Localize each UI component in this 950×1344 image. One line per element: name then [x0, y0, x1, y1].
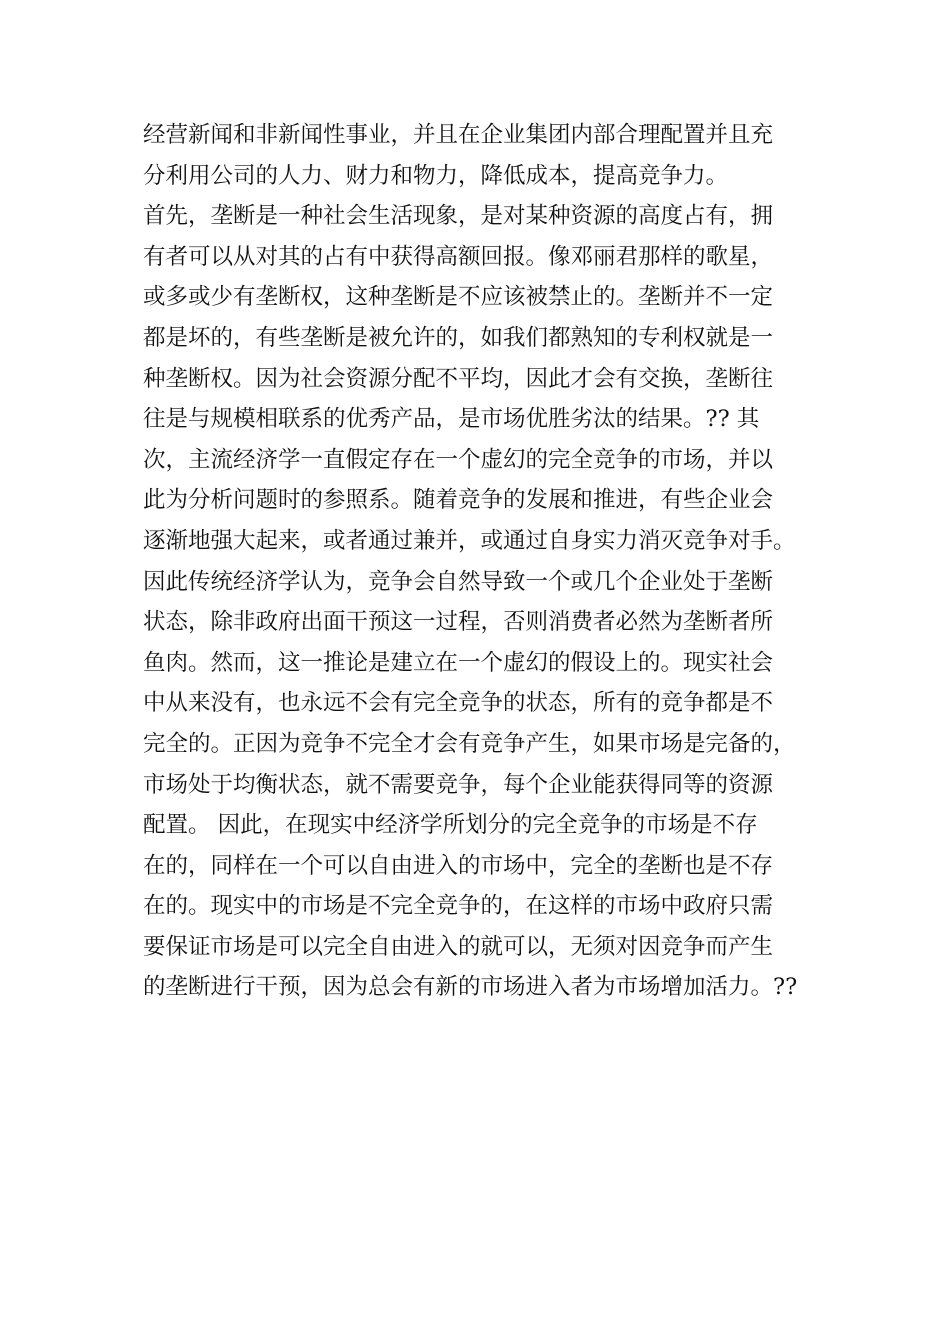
text-line: 完全的。正因为竞争不完全才会有竞争产生，如果市场是完备的，: [143, 730, 796, 757]
text-line: 状态，除非政府出面干预这一过程，否则消费者必然为垄断者所: [143, 609, 774, 636]
text-line: 首先，垄断是一种社会生活现象，是对某种资源的高度占有，拥: [143, 203, 774, 230]
text-line: 都是坏的，有些垄断是被允许的，如我们都熟知的专利权就是一: [143, 324, 774, 351]
text-line: 或多或少有垄断权，这种垄断是不应该被禁止的。垄断并不一定: [143, 284, 774, 311]
text-line: 鱼肉。然而，这一推论是建立在一个虚幻的假设上的。现实社会: [143, 649, 774, 676]
text-line: 的垄断进行干预，因为总会有新的市场进入者为市场增加活力。??: [143, 974, 798, 1001]
text-line: 分利用公司的人力、财力和物力，降低成本，提高竞争力。: [143, 162, 729, 189]
text-line: 因此传统经济学认为，竞争会自然导致一个或几个企业处于垄断: [143, 568, 774, 595]
text-line: 有者可以从对其的占有中获得高额回报。像邓丽君那样的歌星，: [143, 243, 774, 270]
text-line: 要保证市场是可以完全自由进入的就可以，无须对因竞争而产生: [143, 933, 774, 960]
text-line: 往是与规模相联系的优秀产品，是市场优胜劣汰的结果。?? 其: [143, 406, 760, 433]
text-line: 次，主流经济学一直假定存在一个虚幻的完全竞争的市场，并以: [143, 446, 774, 473]
text-line: 经营新闻和非新闻性事业，并且在企业集团内部合理配置并且充: [143, 122, 774, 148]
text-line: 逐渐地强大起来，或者通过兼并，或通过自身实力消灭竞争对手。: [143, 527, 796, 554]
text-line: 种垄断权。因为社会资源分配不平均，因此才会有交换，垄断往: [143, 365, 774, 392]
text-line: 此为分析问题时的参照系。随着竞争的发展和推进，有些企业会: [143, 487, 774, 514]
body-text: [143, 115, 823, 1008]
text-line: 在的。现实中的市场是不完全竞争的，在这样的市场中政府只需: [143, 893, 774, 920]
text-line: 配置。 因此，在现实中经济学所划分的完全竞争的市场是不存: [143, 812, 758, 839]
text-line: 中从来没有，也永远不会有完全竞争的状态，所有的竞争都是不: [143, 690, 774, 717]
text-line: 市场处于均衡状态，就不需要竞争，每个企业能获得同等的资源: [143, 771, 774, 798]
text-line: 在的，同样在一个可以自由进入的市场中，完全的垄断也是不存: [143, 852, 774, 879]
